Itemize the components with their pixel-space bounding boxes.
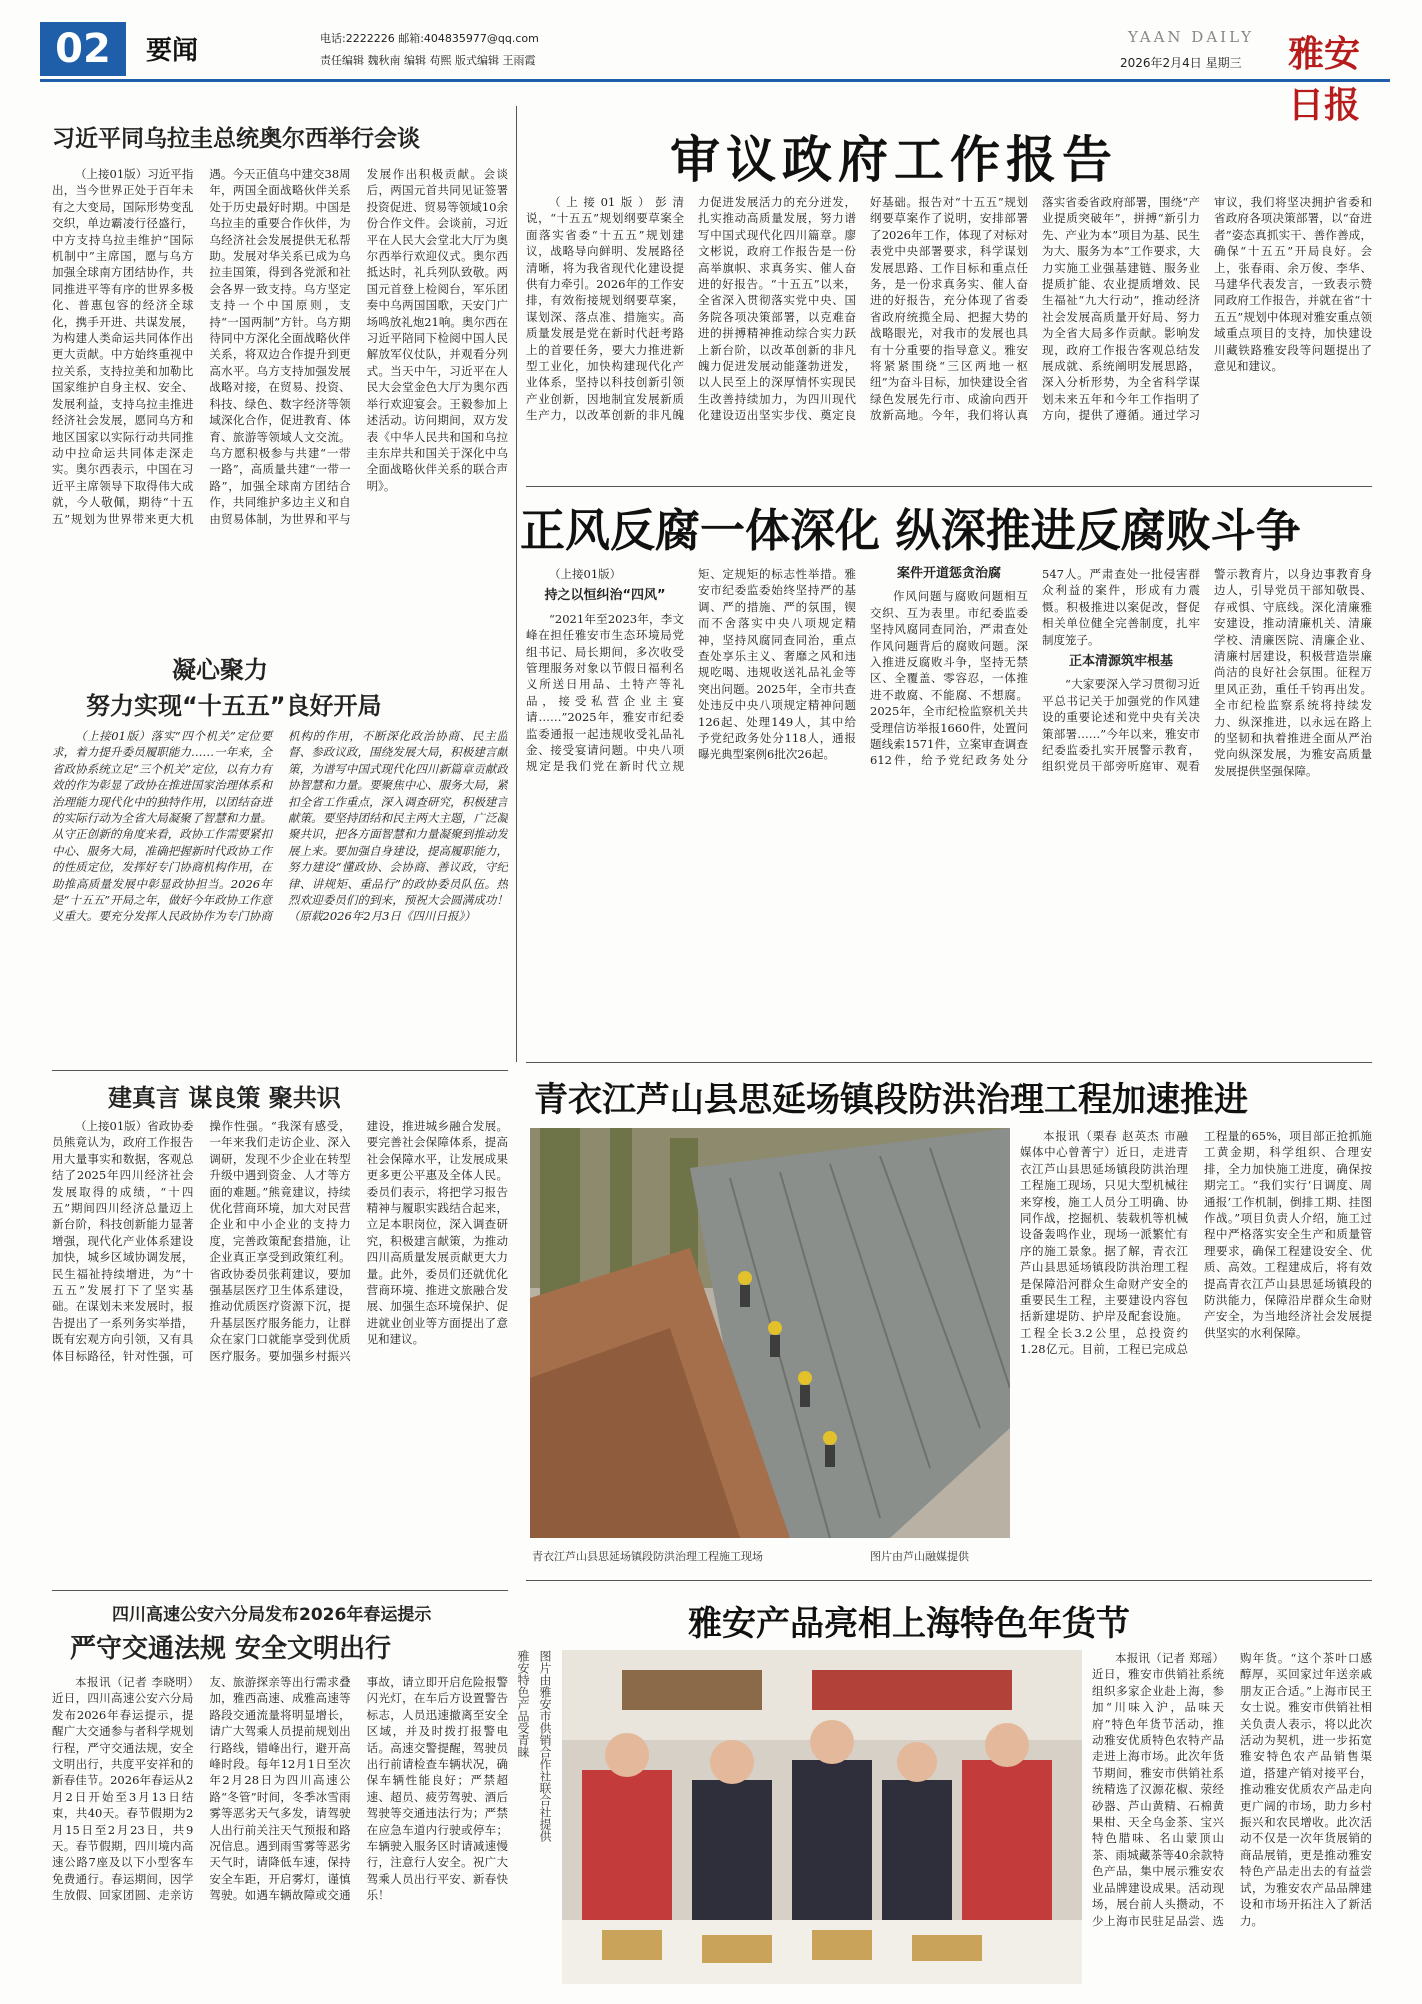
article3-title-line2: 努力实现“十五五”良好开局 [86, 692, 382, 720]
contact-info: 电话:2222226 邮箱:404835977@qq.com [320, 32, 539, 45]
article5-title: 正风反腐一体深化 纵深推进反腐败斗争 [520, 504, 1301, 557]
english-title: YAAN DAILY [1128, 28, 1254, 46]
article5-text-part1: “2021年至2023年，李文峰在担任雅安市生态环境局党组书记、局长期间，多次收受管理服务对象以节假日福利名义所送日用品、土特产等礼品，接受私营企业主宴请……”2025年，雅安市纪委监委通报一起违规收受礼品礼金、接受宴请问题。中央八项规定是我们党在新时代立规矩、定规矩的标志性举措。雅安市纪委监委始终坚持严的基调、严的措施、严的氛围，锲而不舍落实中央八项规定精神，坚持风腐同查同治，重点查处享乐主义、奢靡之风和违规吃喝、违规收送礼品礼金等突出问题。2025年，全市共查处违反中央八项规定精神问题126起、处理149人，其中给予党纪政务处分118人，通报曝光典型案例6批次26起。 [526, 567, 856, 774]
article8-text: 本报讯（记者 郑瑶）近日，雅安市供销社系统组织多家企业赴上海，参加“川味入沪，品味天府”特色年货节活动，推动雅安优质特色农特产品走进上海市场。此次年货节期间，雅安市供销社系统精选了汉源花椒、荥经砂器、芦山黄精、石棉黄果柑、天全乌金茶、宝兴特色腊味、名山蒙顶山茶、雨城藏茶等40余款特色产品，集中展示雅安农业品牌建设成果。活动现场，展台前人头攒动，不少上海市民驻足品尝、选购年货。“这个茶叶口感醇厚，买回家过年送亲戚朋友正合适。”上海市民王女士说。雅安市供销社相关负责人表示，将以此次活动为契机，进一步拓宽雅安特色农产品销售渠道，搭建产销对接平台，推动雅安优质农产品走向更广阔的市场，助力乡村振兴和农民增收。此次活动不仅是一次年货展销的商品展销，更是推动雅安特色产品走出去的有益尝试，为雅安农产品品牌建设和市场开拓注入了新活力。 [1092, 1651, 1372, 1928]
market-photo-caption [516, 1650, 532, 1930]
article5-text-part2: 作风问题与腐败问题相互交织、互为表里。市纪委监委坚持风腐同查同治，严肃查处作风问题背后的腐败问题。深入推进反腐败斗争，坚持无禁区、全覆盖、零容忍，一体推进不敢腐、不能腐、不想腐。2025年，全市纪检监察机关共受理信访举报1660件，处置问题线索1571件，立案审查调查612件，给予党纪政务处分547人。严肃查处一批侵害群众利益的案件，形成有力震慑。积极推进以案促改，督促相关单位健全完善制度，扎牢制度笼子。 [870, 567, 1200, 768]
article3-title: 凝心聚力 [172, 656, 268, 684]
article2-body [526, 194, 1372, 476]
market-photo-credit [538, 1650, 554, 1980]
article2-text: （上接01版）彭清说，“十五五”规划纲要草案全面落实省委“十五五”规划建议，战略导向鲜明、发展路径清晰，将为我省现代化建设提供有力牵引。2026年的工作安排，有效衔接规划纲要草案，谋划深、落点准、措施实。高质量发展是党在新时代赶考路上的首要任务，要大力推进新型工业化，加快构建现代化产业体系，坚持以科技创新引领产业创新，因地制宜发展新质生产力，以改革创新的非凡魄力促进发展活力的充分迸发，扎实推动高质量发展，努力谱写中国式现代化四川篇章。廖文彬说，政府工作报告是一份高举旗帜、求真务实、催人奋进的好报告。“十五五”以来，全省深入贯彻落实党中央、国务院各项决策部署，以克难奋进的拼搏精神推动综合实力跃上新台阶，以改革创新的非凡魄力促进发展动能蓬勃迸发，以人民至上的深厚情怀实现民生改善持续加力，为四川现代化建设迈出坚实步伐、奠定良好基础。报告对“十五五”规划纲要草案作了说明，安排部署了2026年工作，体现了对标对表党中央部署要求，科学谋划发展思路、工作目标和重点任务，是一份求真务实、催人奋进的好报告，充分体现了省委省政府统揽全局、把握大势的战略眼光，对我市的发展也具有十分重要的指导意义。雅安将紧紧围绕“三区两地一枢纽”为奋斗目标，加快建设全省绿色发展先行市、成渝向西开放新高地。今年，我们将认真落实省委省政府部署，围绕“产业提质突破年”，拼搏“新引力先、产业为本”项目为基、民生为大、服务为本”工作要求，大力实施工业强基建链、服务业提质扩能、农业提质增效、民生福祉“九大行动”，推动经济社会发展高质量开好局、努力为全省大局多作贡献。影响发现，政府工作报告客观总结发展成就、系统阐明发展思路，深入分析形势，为全省科学谋划未来五年和今年工作指明了方向，提供了遵循。通过学习审议，我们将坚决拥护省委和省政府各项决策部署，以“奋进者”姿态真抓实干、善作善成，确保“十五五”开局良好。会上，张春雨、余万俊、李华、马建华代表发言，一致表示赞同政府工作报告，并就在省“十五五”规划中体现对雅安重点领域重点项目的支持，加快建设川藏铁路雅安段等问题提出了意见和建议。 [526, 195, 1372, 423]
construction-photo-caption: 青衣江芦山县思延场镇段防洪治理工程施工现场 [532, 1550, 763, 1563]
section-name: 要闻 [146, 36, 199, 66]
section-divider [52, 1590, 508, 1591]
article5-intro: （上接01版） [549, 567, 622, 581]
market-photo [562, 1650, 1082, 1984]
article7-text: 本报讯（记者 李晓明）近日，四川高速公安六分局发布2026年春运提示，提醒广大交通参与者科学规划行程，严守交通法规，安全文明出行，共度平安祥和的新春佳节。2026年春运从2月2日开始至3月13日结束，共40天。春节假期为2月15日至2月23日，共9天。春节假期，四川境内高速公路7座及以下小型客车免费通行。春运期间，因学生放假、回家团圆、走亲访友、旅游探亲等出行需求叠加，雅西高速、成雅高速等路段交通流量将明显增长，请广大驾乘人员提前规划出行路线，错峰出行，避开高峰时段。每年12月1日至次年2月28日为四川高速公路“冬管”时间，冬季冰雪雨雾等恶劣天气多发，请驾驶人出行前关注天气预报和路况信息。遇到雨雪雾等恶劣天气时，请降低车速，保持安全车距，开启雾灯，谨慎驾驶。如遇车辆故障或交通事故，请立即开启危险报警闪光灯，在车后方设置警告标志，人员迅速撤离至安全区域，并及时拨打报警电话。高速交警提醒，驾驶员出行前请检查车辆状况，确保车辆性能良好；严禁超速、超员、疲劳驾驶、酒后驾驶等交通违法行为；严禁在应急车道内行驶或停车；车辆驶入服务区时请减速慢行，注意行人安全。祝广大驾乘人员出行平安、新春快乐！ [52, 1675, 508, 1903]
article6-text: 本报讯（栗春 赵英杰 市融媒体中心曾菁宁）近日，走进青衣江芦山县思延场镇段防洪治理工程施工现场，只见大型机械往来穿梭，施工人员分工明确、协同作战，挖掘机、装载机等机械设备轰鸣作业，现场一派繁忙有序的施工景象。据了解，青衣江芦山县思延场镇段防洪治理工程是保障沿河群众生命财产安全的重要民生工程，主要建设内容包括新建堤防、护岸及配套设施。工程全长3.2公里，总投资约1.28亿元。目前，工程已完成总工程量的65%，项目部正抢抓施工黄金期，科学组织、合理安排，全力加快施工进度，确保按期完工。“我们实行‘日调度、周通报’工作机制，倒排工期、挂图作战。”项目负责人介绍，施工过程中严格落实安全生产和质量管理要求，确保工程建设安全、优质、高效。工程建成后，将有效提高青衣江芦山县思延场镇段的防洪能力，保障沿岸群众生命财产安全，为当地经济社会发展提供坚实的水利保障。 [1020, 1129, 1372, 1357]
issue-date: 2026年2月4日 星期三 [1120, 56, 1242, 70]
masthead-rule [40, 79, 1390, 82]
article8-title: 雅安产品亮相上海特色年货节 [688, 1604, 1130, 1644]
page-number: 02 [40, 22, 126, 76]
article1-body [52, 166, 508, 766]
article7-title-line2: 严守交通法规 安全文明出行 [70, 1634, 392, 1664]
section-divider [526, 486, 1372, 487]
article5-section2-head: 案件开道惩贪治腐 [896, 566, 1001, 581]
construction-photo [530, 1128, 1010, 1538]
section-divider [526, 1062, 1372, 1063]
article4-text: （上接01版）省政协委员熊竟认为，政府工作报告用大量事实和数据，客观总结了2025年四川经济社会发展取得的成绩，“十四五”期间四川经济总量迈上新台阶，科技创新能力显著增强，现代化产业体系建设加快，城乡区域协调发展，民生福祉持续增进，为“十五五”发展打下了坚实基础。在谋划未来发展时，报告提出了一系列务实举措，既有宏观方向引领，又有具体目标路径，针对性强，可操作性强。“我深有感受，一年来我们走访企业、深入调研，发现不少企业在转型升级中遇到资金、人才等方面的难题。”熊竟建议，持续优化营商环境，加大对民营企业和中小企业的支持力度，完善政策配套措施，让企业真正享受到政策红利。省政协委员张莉建议，要加强基层医疗卫生体系建设，推动优质医疗资源下沉，提升基层医疗服务能力，让群众在家门口就能享受到优质医疗服务。要加强乡村振兴建设，推进城乡融合发展。要完善社会保障体系，提高社会保障水平，让发展成果更多更公平惠及全体人民。委员们表示，将把学习报告精神与履职实践结合起来，立足本职岗位，深入调查研究，积极建言献策，为推动四川高质量发展贡献更大力量。此外，委员们还就优化营商环境、推进文旅融合发展、加强生态环境保护、促进就业创业等方面提出了意见和建议。 [52, 1119, 508, 1363]
article5-text-part3: “大家要深入学习贯彻习近平总书记关于加强党的作风建设的重要论述和党中央有关决策部署……”今年以来，雅安市纪委监委扎实开展警示教育，组织党员干部旁听庭审、观看警示教育片，以身边事教育身边人，引导党员干部知敬畏、存戒惧、守底线。深化清廉雅安建设，推动清廉机关、清廉学校、清廉医院、清廉企业、清廉村居建设，积极营造崇廉尚洁的良好社会氛围。征程万里风正劲，重任千钧再出发。全市纪检监察系统将持续发力、纵深推进，以永远在路上的坚韧和执着推进全面从严治党向纵深发展，为雅安高质量发展提供坚强保障。 [1042, 567, 1372, 778]
section-divider [52, 1070, 508, 1071]
article2-title: 审议政府工作报告 [670, 131, 1118, 189]
masthead [40, 22, 1390, 126]
article1-text: （上接01版）习近平指出，当今世界正处于百年未有之大变局，国际形势变乱交织，单边霸凌行径盛行，中方支持乌拉圭维护“国际机制中”主席国，愿与乌方加强全球南方团结协作，共同推进平等有序的世界多极化、普惠包容的经济全球化，携手开进、共谋发展，为构建人类命运共同体作出更大贡献。中方始终重视中拉关系，支持拉美和加勒比国家维护自身主权、安全、发展利益，支持乌拉圭推进经济社会发展，愿同乌方和地区国家以实际行动共同推动中拉命运共同体走深走实。奥尔西表示，中国在习近平主席领导下取得伟大成就，今人敬佩，期待“十五五”规划为世界带来更大机遇。今天正值乌中建交38周年，两国全面战略伙伴关系处于历史最好时期。中国是乌拉圭的重要合作伙伴，为乌经济社会发展提供无私帮助。发展对华关系已成为乌拉圭国策，得到各党派和社会各界一致支持。乌方坚定支持一个中国原则，支持“一国两制”方针。乌方期待同中方深化全面战略伙伴关系，将双边合作提升到更高水平。乌方支持加强发展战略对接，在贸易、投资、科技、绿色、数字经济等领域深化合作，促进教育、体育、旅游等领域人文交流。乌方愿积极参与共建“一带一路”，高质量共建“一带一路”，加强全球南方团结合作，共同维护多边主义和自由贸易体制，为世界和平与发展作出积极贡献。会谈后，两国元首共同见证签署投资促进、贸易等领域10余份合作文件。会谈前，习近平在人民大会堂北大厅为奥尔西举行欢迎仪式。奥尔西抵达时，礼兵列队致敬。两国元首登上检阅台，军乐团奏中乌两国国歌，天安门广场鸣放礼炮21响。奥尔西在习近平陪同下检阅中国人民解放军仪仗队，并观看分列式。当天中午，习近平在人民大会堂金色大厅为奥尔西举行欢迎宴会。王毅参加上述活动。访问期间，双方发表《中华人民共和国和乌拉圭东岸共和国关于深化中乌全面战略伙伴关系的联合声明》。 [52, 167, 508, 526]
article6-title: 青衣江芦山县思延场镇段防洪治理工程加速推进 [534, 1080, 1248, 1120]
article1-title: 习近平同乌拉圭总统奥尔西举行会谈 [52, 126, 420, 152]
market-photo-caption-text: 雅安特色产品受青睐 [516, 1650, 530, 1758]
article8-body [1092, 1650, 1372, 1984]
article3-body [52, 728, 508, 1118]
article4-title: 建真言 谋良策 聚共识 [108, 1084, 341, 1112]
article5-section3-head: 正本清源筑牢根基 [1068, 654, 1173, 670]
section-divider [526, 1580, 1372, 1581]
newspaper-logo: 雅安日报 [1288, 33, 1361, 126]
construction-photo-credit: 图片由芦山融媒提供 [870, 1550, 969, 1563]
article7-title-line1: 四川高速公安六分局发布2026年春运提示 [112, 1605, 432, 1625]
editor-credits: 责任编辑 魏秋南 编辑 苟熙 版式编辑 王雨霞 [320, 54, 536, 67]
article7-body [52, 1674, 508, 1984]
article4-body [52, 1118, 508, 1578]
column-divider [516, 106, 517, 1062]
article5-body [526, 566, 1372, 1052]
article3-text: （上接01版）落实“四个机关”定位要求，着力提升委员履职能力……一年来，全省政协系统立足“三个机关”定位，以有力有效的作为彰显了政协在推进国家治理体系和治理能力现代化中的独特作用，以团结奋进的实际行动为全省大局凝聚了智慧和力量。从守正创新的角度来看，政协工作需要紧扣中心、服务大局，准确把握新时代政协工作的性质定位，发挥好专门协商机构作用，在助推高质量发展中彰显政协担当。2026年是“十五五”开局之年，做好今年政协工作意义重大。要充分发挥人民政协作为专门协商机构的作用，不断深化政治协商、民主监督、参政议政，围绕发展大局，积极建言献策，为谱写中国式现代化四川新篇章贡献政协智慧和力量。要聚焦中心、服务大局，紧扣全省工作重点，深入调查研究，积极建言献策。要坚持团结和民主两大主题，广泛凝聚共识，把各方面智慧和力量凝聚到推动发展上来。要加强自身建设，提高履职能力，努力建设“懂政协、会协商、善议政，守纪律、讲规矩、重品行”的政协委员队伍。热烈欢迎委员们的到来，预祝大会圆满成功！（原载2026年2月3日《四川日报》） [52, 729, 508, 924]
article5-section1-head: 持之以恒纠治“四风” [544, 588, 666, 604]
market-photo-credit-text: 图片由雅安市供销合作社联合社提供 [538, 1650, 552, 1842]
article6-body [1020, 1128, 1372, 1568]
